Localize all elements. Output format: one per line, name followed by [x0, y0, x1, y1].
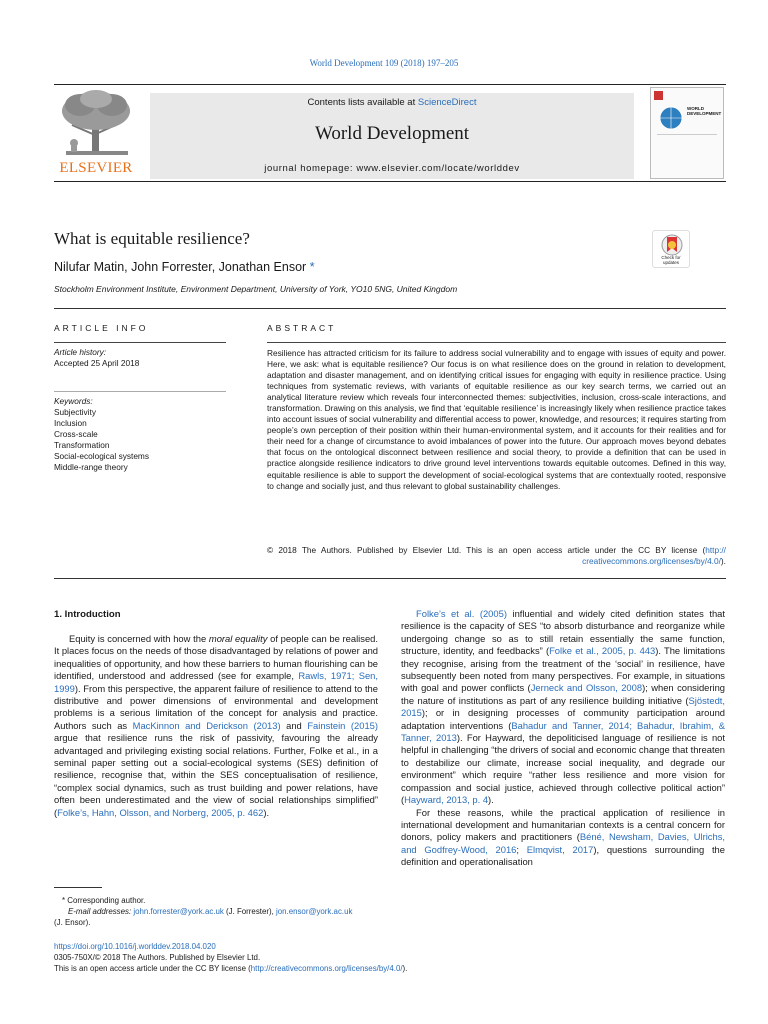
- doi-block: [54, 941, 407, 974]
- citation-link[interactable]: Sjöstedt, 2015: [401, 694, 725, 719]
- citation-link[interactable]: Béné, Newsham, Davies, Ulrichs, and Godfrey-Wood, 2016: [401, 831, 725, 855]
- body-column-left: [54, 633, 378, 819]
- citation-link[interactable]: Elmqvist, 2017: [526, 843, 594, 855]
- citation-link[interactable]: Folke et al., 2005, p. 443: [549, 645, 656, 657]
- tree-icon: [54, 89, 138, 161]
- article-info-heading: ARTICLE INFO: [54, 323, 149, 333]
- license-link[interactable]: creativecommons.org/licenses/by/4.0/: [582, 556, 721, 567]
- article-title: What is equitable resilience?: [54, 229, 250, 248]
- body-text: influential and widely cited definition states that resilience is the capacity of SES “to absorb disturbance and reorganize while undergoing change so as to still retain essentially the same function, structure, identity, and feedbacks” (: [401, 608, 725, 657]
- emphasis: moral equality: [208, 633, 268, 644]
- body-text: ). From this perspective, the apparent failure of resilience to attend to the distributive and power dimensions of environmental and development problems is a serious limitation of the concept for analysis and practice. Authors such as: [54, 682, 378, 731]
- journal-masthead: [54, 84, 726, 182]
- citation-link[interactable]: Folke’s, Hahn, Olsson, and Norberg, 2005, p. 462: [57, 806, 264, 818]
- keyword: Subjectivity: [54, 407, 96, 417]
- contents-line: [150, 97, 634, 108]
- body-text: ); when considering the nature of institutions as part of any resilience building initiative (: [401, 682, 726, 706]
- body-text: ). The limitations they recognise, arising from the treatment of the ‘social’ in resilience, have subsequently been noted from many perspectives. For example, in situations with goal and power conflicts (: [401, 645, 725, 694]
- keyword: Cross-scale: [54, 429, 98, 439]
- corresponding-label: Corresponding author.: [67, 896, 146, 905]
- corresponding-author-mark[interactable]: *: [309, 260, 315, 274]
- cover-title: WORLD DEVELOPMENT: [687, 106, 722, 116]
- journal-cover-thumbnail[interactable]: [650, 87, 724, 179]
- divider: [267, 342, 726, 343]
- citation-link[interactable]: Jerneck and Olsson, 2008: [530, 682, 643, 694]
- divider: [54, 308, 726, 309]
- body-text: ). For Hayward, the depoliticised language of resilience is not helpful in challenging “the drivers of social and economic change that threaten to destabilize our climate, increase social inequality, and degrade our environment” which require “rather less resilience and more vision for compassion and social justice, achieved through collective political action” (: [401, 732, 725, 806]
- journal-title: World Development: [314, 123, 470, 144]
- keywords-list: [54, 396, 149, 473]
- footnote-divider: [54, 887, 102, 888]
- journal-banner: [150, 93, 634, 179]
- section-heading-introduction: 1. Introduction: [54, 609, 121, 620]
- journal-homepage[interactable]: journal homepage: www.elsevier.com/locate/worlddev: [264, 163, 520, 174]
- divider: [54, 391, 226, 392]
- citation-link[interactable]: Rawls, 1971; Sen, 1999: [54, 670, 378, 694]
- paragraph: [401, 807, 725, 869]
- email-owner: (J. Forrester),: [223, 907, 276, 916]
- license-link[interactable]: http://: [705, 545, 726, 555]
- citation-link[interactable]: Fainstein (2015): [307, 719, 379, 731]
- body-text: Equity is concerned with how the: [69, 633, 209, 644]
- body-text: ), questions surrounding the definition and operationalisation: [401, 843, 725, 868]
- keyword: Middle-range theory: [54, 462, 128, 472]
- body-text: ).: [488, 794, 494, 806]
- body-text: ); or in designing processes of community participation around adaptation interventions (: [401, 707, 725, 731]
- check-for-updates-badge[interactable]: [652, 230, 690, 268]
- email-link[interactable]: jon.ensor@york.ac.uk: [275, 907, 353, 916]
- license-text: This is an open access article under the CC BY license (: [54, 964, 251, 973]
- keyword: Social-ecological systems: [54, 451, 149, 461]
- article-history: [54, 347, 139, 369]
- abstract-text: Resilience has attracted criticism for its failure to address social vulnerability and to engage with issues of equity and power. Here, we ask: what is equitable resilience? Our focus is on what resilience does on the ground in relation to development, adaptation and disaster management, and on identifying critical issues for engaging with equity in resilience practice. Using techniques from systematic reviews, with variants of equitable resilience as our key search terms, we carried out an analytical literature review which reveals four interconnected themes: subjectivities, inclusion, cross-scale interactions, and transformation. Drawing on this analysis, we find that ‘equitable resilience’ is increasingly likely when resilience practice takes into account issues of social vulnerability and differential access to power, knowledge, and resources; it requires starting from people’s own perception of their position within their human-environmental system, and it accounts for their realities and for their need for a change of circumstance to avoid imbalances of power into the future. Our approach moves beyond debates that focus on the ontological disconnect between resilience and social theory, to provide a definition that can be used in practice alongside resilience indicators to drive ground level interventions towards equitable outcomes. Defined in this way, equitable resilience is able to support the development of social-ecological systems that are contextually rooted, responsive to change and socially just, and thus relevant to global sustainability challenges.: [267, 348, 727, 491]
- license-text: ).: [402, 964, 408, 973]
- divider: [54, 578, 726, 579]
- accepted-date: Accepted 25 April 2018: [54, 358, 140, 368]
- author-list: [54, 260, 315, 274]
- contents-prefix: Contents lists available at: [307, 97, 418, 108]
- check-for-updates-label: Check for updates: [661, 255, 681, 265]
- body-text: argue that resilience runs the risk of passivity, favouring the already advantaged and privileging existing social relations. Further, Folke et al., in a seminal paper setting out a social-ecological systems (SES) definition of resilience, recognise that, within the SES conceptualisation of resilience, “complex social dynamics, such as trust building and power relations, have often been underestimated and the view of social relationships simplified” (: [54, 732, 378, 818]
- doi-link[interactable]: https://doi.org/10.1016/j.worlddev.2018.04.020: [54, 942, 216, 951]
- citation-link[interactable]: Bahadur and Tanner, 2014; Bahadur, Ibrahim, & Tanner, 2013: [401, 719, 725, 744]
- elsevier-wordmark: ELSEVIER: [59, 160, 133, 176]
- divider: [54, 342, 226, 343]
- copyright-text: © 2018 The Authors. Published by Elsevier Ltd. This is an open access article under the CC BY license (: [267, 545, 706, 555]
- citation-link[interactable]: MacKinnon and Derickson (2013): [132, 719, 281, 731]
- body-text: of people can be realised. It places focus on the needs of those disadvantaged by relations of power and inequalities of opportunity, and how these barriers to human flourishing can be identified, understood and addressed (see for example,: [54, 633, 378, 682]
- citation-link[interactable]: Hayward, 2013, p. 4: [404, 794, 489, 806]
- email-label: E-mail addresses:: [68, 907, 134, 916]
- license-link[interactable]: http://creativecommons.org/licenses/by/4.0/: [250, 964, 403, 973]
- copyright-end: ).: [720, 556, 726, 567]
- paragraph: [401, 608, 725, 807]
- email-owner: (J. Ensor).: [54, 918, 91, 927]
- issn-line: 0305-750X/© 2018 The Authors. Published by Elsevier Ltd.: [54, 953, 261, 962]
- journal-reference[interactable]: World Development 109 (2018) 197–205: [309, 58, 459, 68]
- abstract-heading: ABSTRACT: [267, 323, 337, 333]
- elsevier-tree-logo: [54, 89, 138, 179]
- globe-icon: [651, 88, 725, 180]
- body-column-right: [401, 608, 725, 869]
- abstract-copyright: [267, 545, 726, 567]
- footnote: [54, 895, 384, 928]
- footnote-mark: *: [62, 896, 66, 905]
- body-text: For these reasons, while the practical application of resilience in international development and humanitarian contexts is a central concern for donors, policy makers and practitioners (: [401, 806, 725, 843]
- author-names: Nilufar Matin, John Forrester, Jonathan Ensor: [54, 260, 307, 274]
- history-label: Article history:: [54, 347, 107, 357]
- sciencedirect-link[interactable]: ScienceDirect: [417, 97, 477, 108]
- body-text: ).: [263, 806, 270, 818]
- keyword: Transformation: [54, 440, 110, 450]
- author-affiliation: Stockholm Environment Institute, Environment Department, University of York, YO10 5NG, United Kingdom: [54, 284, 458, 294]
- body-text: ;: [516, 843, 527, 855]
- email-link[interactable]: john.forrester@york.ac.uk: [133, 907, 224, 916]
- body-text: and: [280, 719, 308, 731]
- keywords-label: Keywords:: [54, 396, 93, 406]
- citation-link[interactable]: Folke’s et al. (2005): [416, 608, 507, 619]
- keyword: Inclusion: [54, 418, 87, 428]
